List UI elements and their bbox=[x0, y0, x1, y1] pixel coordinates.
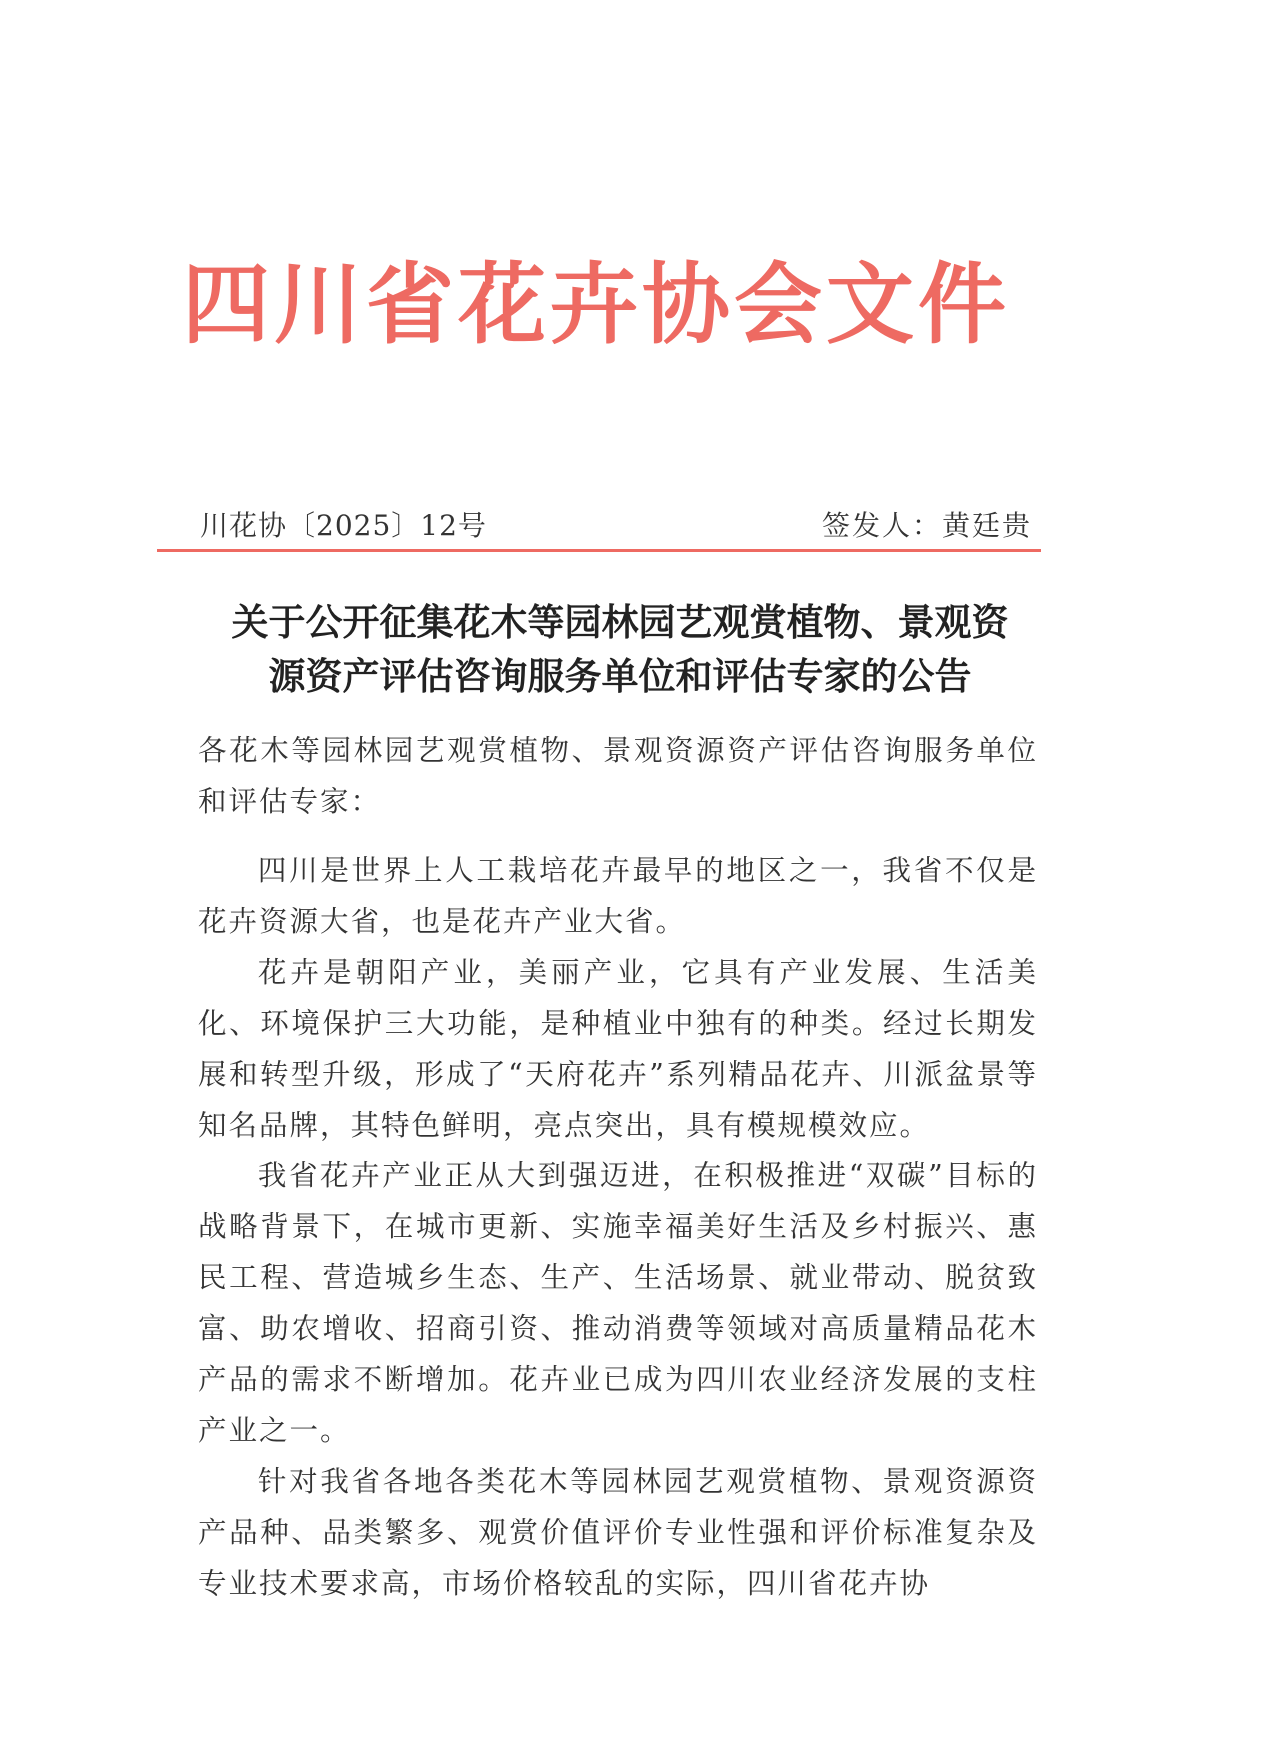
body-paragraph-3: 我省花卉产业正从大到强迈进，在积极推进“双碳”目标的战略背景下，在城市更新、实施幸福美好生活及乡村振兴、惠民工程、营造城乡生态、生产、生活场景、就业带动、脱贫致富、助农增收、招商引资、推动消费等领域对高质量精品花木产品的需求不断增加。花卉业已成为四川农业经济发展的支柱产业之一。 bbox=[198, 1159, 1038, 1447]
document-meta-line bbox=[200, 506, 1032, 546]
red-divider-line bbox=[157, 549, 1041, 552]
signer: 签发人：黄廷贵 bbox=[821, 509, 1032, 542]
document-title-line-2: 源资产评估咨询服务单位和评估专家的公告 bbox=[268, 655, 972, 698]
body-paragraph-2: 花卉是朝阳产业，美丽产业，它具有产业发展、生活美化、环境保护三大功能，是种植业中独有的种类。经过长期发展和转型升级，形成了“天府花卉”系列精品花卉、川派盆景等知名品牌，其特色鲜明，亮点突出，具有模规模效应。 bbox=[198, 956, 1038, 1142]
body-paragraph-1: 四川是世界上人工栽培花卉最早的地区之一，我省不仅是花卉资源大省，也是花卉产业大省。 bbox=[198, 854, 1038, 938]
document-number: 川花协〔2025〕12号 bbox=[200, 509, 487, 542]
salutation: 各花木等园林园艺观赏植物、景观资源资产评估咨询服务单位和评估专家： bbox=[198, 734, 1038, 818]
document-title bbox=[190, 596, 1050, 704]
org-header-title: 四川省花卉协会文件 bbox=[182, 253, 1011, 356]
body-paragraph-4: 针对我省各地各类花木等园林园艺观赏植物、景观资源资产品种、品类繁多、观赏价值评价专业性强和评价标准复杂及专业技术要求高，市场价格较乱的实际，四川省花卉协 bbox=[198, 1465, 1038, 1600]
document-title-line-1: 关于公开征集花木等园林园艺观赏植物、景观资 bbox=[231, 601, 1009, 644]
